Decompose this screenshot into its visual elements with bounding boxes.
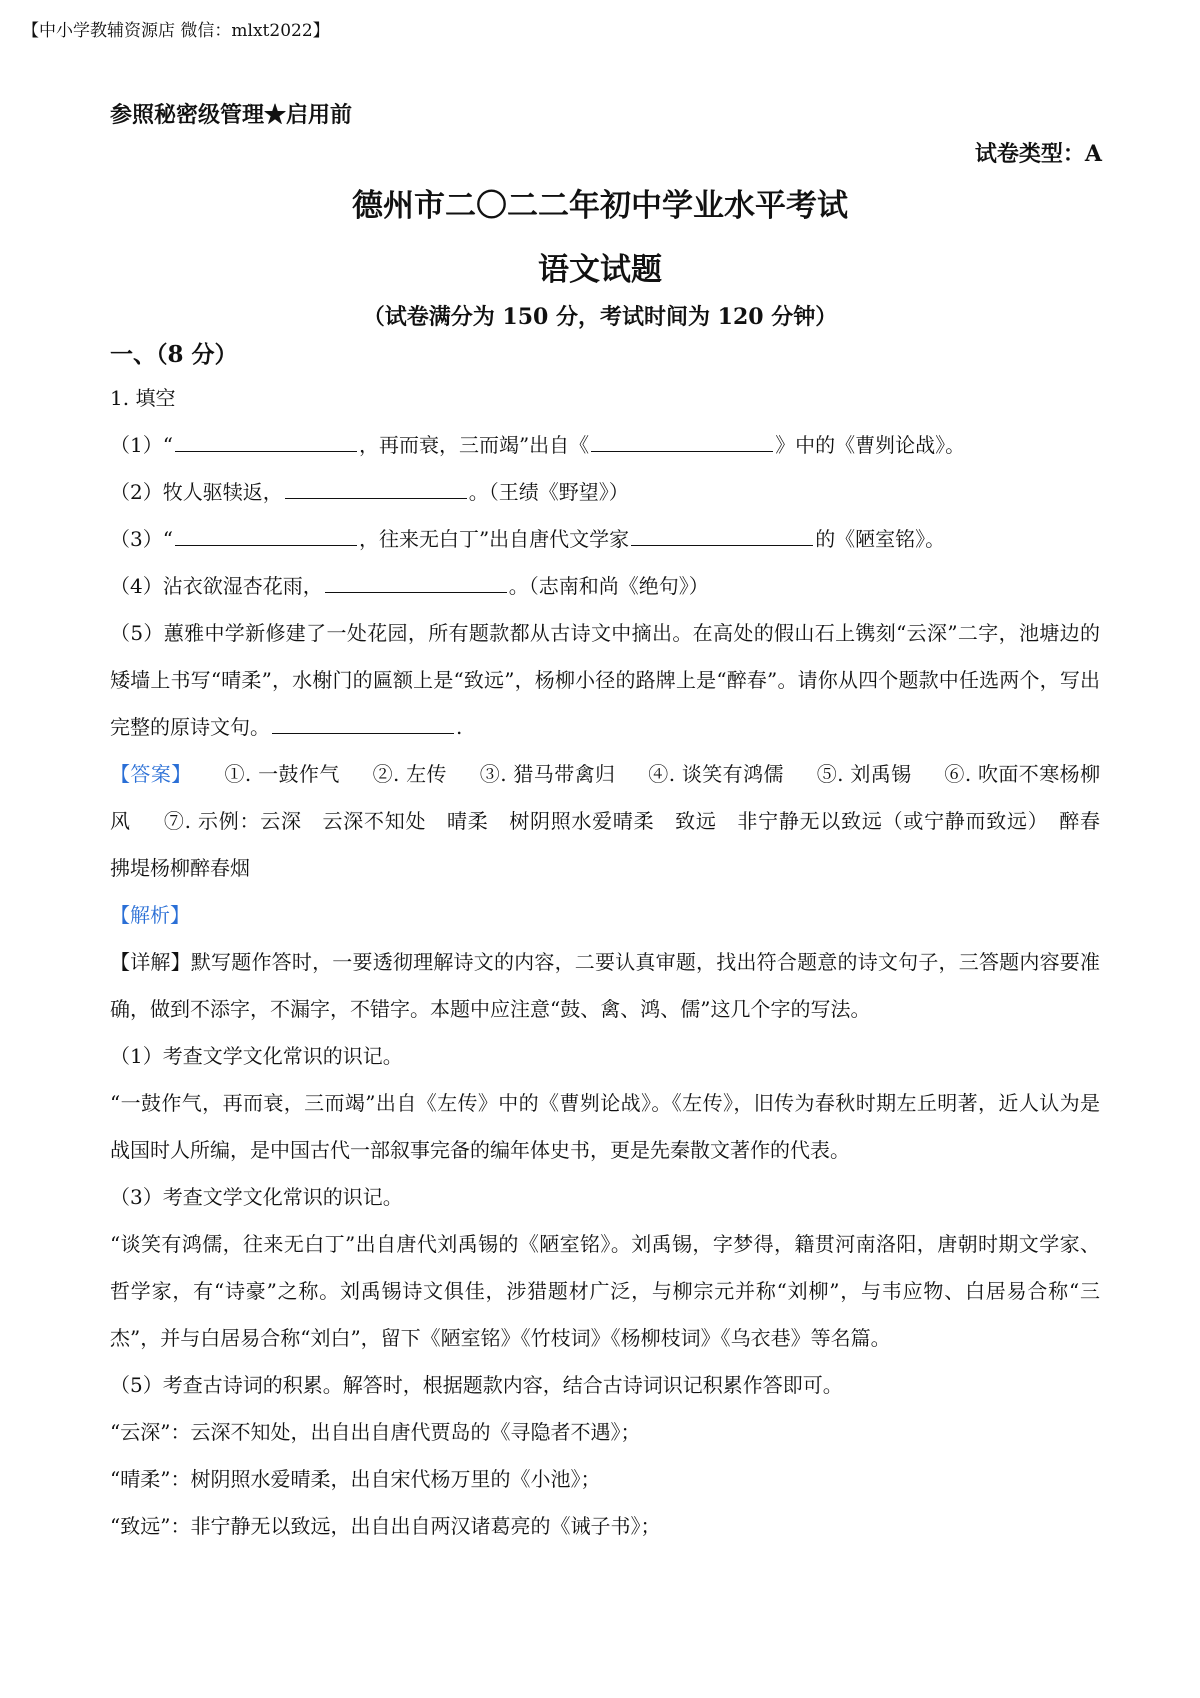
answer-item: ③. 猎马带禽归 (479, 762, 616, 786)
paper-type: 试卷类型：A (974, 141, 1102, 167)
answer-blank (285, 474, 467, 499)
text-segment: （2）牧人驱犊返， (110, 480, 283, 504)
secret-level: 参照秘密级管理★启用前 (110, 102, 353, 128)
answer-item: ⑥. 吹面不寒杨柳风 (110, 762, 1101, 833)
answer-block (110, 751, 1121, 892)
answer-tag: 【答案】 (110, 762, 192, 786)
answer-blank (325, 568, 507, 593)
text-segment: 。（志南和尚《绝句》） (508, 574, 709, 598)
analysis-point-3: （3）考查文学文化常识的识记。 (110, 1185, 403, 1209)
text-segment: ，再而衰，三而竭”出自《 (358, 433, 590, 457)
analysis-tag: 【解析】 (110, 903, 190, 927)
question-label: 1. 填空 (110, 386, 176, 410)
text-segment: 的《陋室铭》。 (815, 527, 946, 551)
text-segment: （5）蕙雅中学新修建了一处花园，所有题款都从古诗文中摘出。在高处的假山石上镌刻“云深”二字，池塘边的矮墙上书写“晴柔”，水榭门的匾额上是“致远”，杨柳小径的路牌上是“醉春”。请你从四个题款中任选两个，写出完整的原诗文句。 (110, 621, 1100, 739)
answer-blank (631, 521, 813, 546)
text-segment: . (456, 715, 463, 739)
answer-blank (175, 427, 357, 452)
analysis-point-5: （5）考查古诗词的积累。解答时，根据题款内容，结合古诗词识记积累作答即可。 (110, 1373, 843, 1397)
answer-blank (591, 427, 773, 452)
sub-question-3 (110, 516, 1100, 563)
text-segment: 》中的《曹刿论战》。 (775, 433, 966, 457)
sub-question-5 (110, 610, 1100, 751)
analysis-item: “致远”：非宁静无以致远，出自出自两汉诸葛亮的《诫子书》； (110, 1514, 661, 1538)
watermark-text: 【中小学教辅资源店 微信：mlxt2022】 (22, 21, 330, 41)
answer-item: ⑤. 刘禹锡 (816, 762, 912, 786)
analysis-point-1: （1）考查文学文化常识的识记。 (110, 1044, 403, 1068)
answer-item: ①. 一鼓作气 (224, 762, 340, 786)
analysis-text-3: “谈笑有鸿儒，往来无白丁”出自唐代刘禹锡的《陋室铭》。刘禹锡，字梦得，籍贯河南洛阳，唐朝时期文学家、哲学家，有“诗豪”之称。刘禹锡诗文俱佳，涉猎题材广泛，与柳宗元并称“刘柳”，与韦应物、白居易合称“三杰”，并与白居易合称“刘白”，留下《陋室铭》《竹枝词》《杨柳枝词》《乌衣巷》等名篇。 (110, 1232, 1100, 1350)
sub-question-2 (110, 469, 1100, 516)
analysis-text-1: “一鼓作气，再而衰，三而竭”出自《左传》中的《曹刿论战》。《左传》，旧传为春秋时期左丘明著，近人认为是战国时人所编，是中国古代一部叙事完备的编年体史书，更是先秦散文著作的代表。 (110, 1091, 1100, 1162)
answer-item: ②. 左传 (372, 762, 447, 786)
analysis-item: “云深”：云深不知处，出自出自唐代贾岛的《寻隐者不遇》； (110, 1420, 641, 1444)
answer-item: ④. 谈笑有鸿儒 (648, 762, 784, 786)
answer-blank (272, 709, 454, 734)
answer-blank (175, 521, 357, 546)
text-segment: 。（王绩《野望》） (468, 480, 629, 504)
question-content (110, 375, 1121, 1550)
sub-question-1 (110, 422, 1100, 469)
text-segment: ，往来无白丁”出自唐代文学家 (358, 527, 630, 551)
exam-title: 德州市二〇二二年初中学业水平考试 (352, 188, 848, 224)
subject-title: 语文试题 (538, 252, 662, 288)
text-segment: （1）“ (110, 433, 173, 457)
text-segment: （4）沾衣欲湿杏花雨， (110, 574, 323, 598)
text-segment: （3）“ (110, 527, 173, 551)
analysis-item: “晴柔”：树阴照水爱晴柔，出自宋代杨万里的《小池》； (110, 1467, 601, 1491)
section-heading: 一、（8 分） (110, 341, 238, 368)
sub-question-4 (110, 563, 1100, 610)
exam-info: （试卷满分为 150 分，考试时间为 120 分钟） (362, 304, 838, 330)
answer-item: ⑦. 示例：云深 云深不知处 晴柔 树阴照水爱晴柔 致远 非宁静无以致远（或宁静而致远） 醉春 拂堤杨柳醉春烟 (110, 809, 1121, 880)
analysis-detail: 【详解】默写题作答时，一要透彻理解诗文的内容，二要认真审题，找出符合题意的诗文句子，三答题内容要准确，做到不添字，不漏字，不错字。本题中应注意“鼓、禽、鸿、儒”这几个字的写法。 (110, 950, 1100, 1021)
